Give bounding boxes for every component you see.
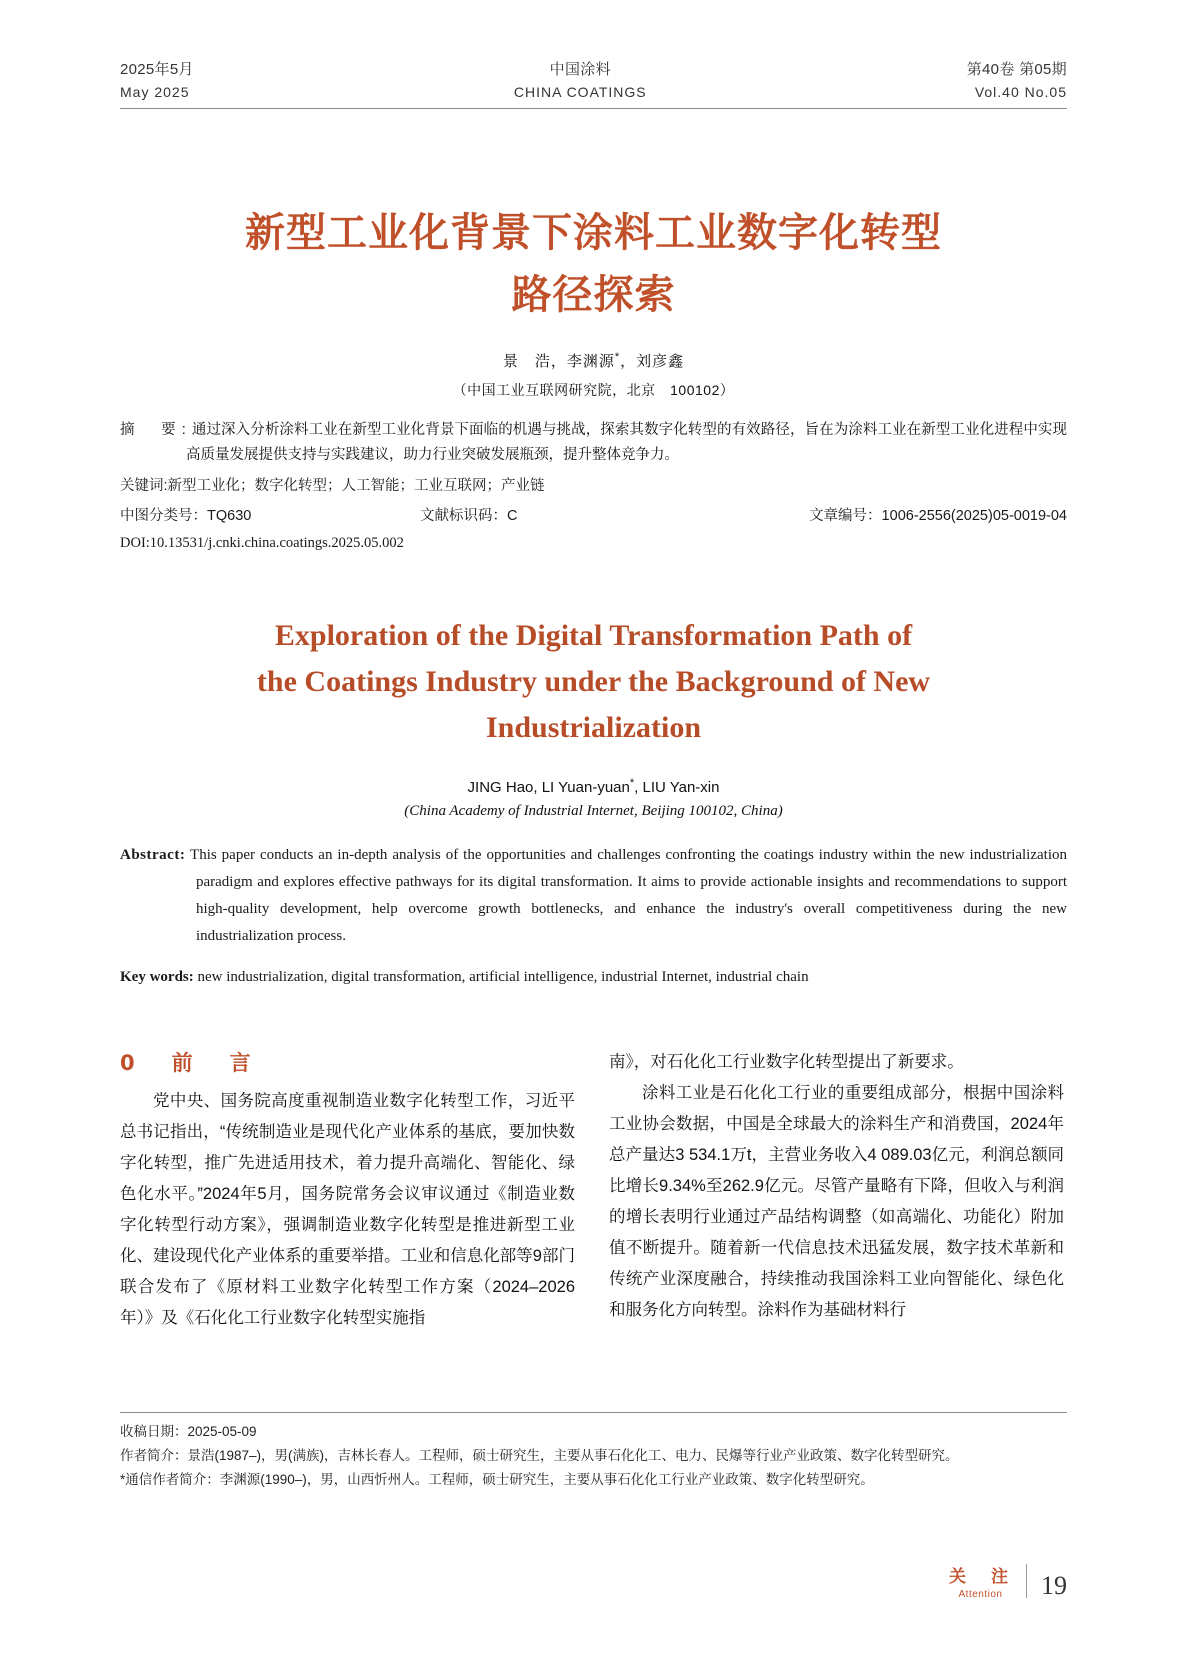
- body-paragraph-right-continued: 南》，对石化化工行业数字化转型提出了新要求。: [609, 1053, 964, 1071]
- keywords-cn-label: 关键词:: [120, 478, 168, 494]
- page-title-en: [120, 613, 1067, 751]
- body-column-right: [609, 1047, 1064, 1334]
- page-title-cn: [120, 202, 1067, 326]
- running-head-date-cn: 2025年5月: [120, 61, 194, 78]
- page-title-en-line2: the Coatings Industry under the Background of New: [256, 665, 931, 698]
- body-columns: [120, 1047, 1067, 1334]
- keywords-en-text: new industrialization, digital transformation, artificial intelligence, industrial Internet, industrial chain: [193, 969, 809, 985]
- abstract-cn-text: 通过深入分析涂料工业在新型工业化背景下面临的机遇与挑战，探索其数字化转型的有效路径，旨在为涂料工业在新型工业化进程中实现高质量发展提供支持与实践建议，助力行业突破发展瓶颈，提升整体竞争力。: [186, 422, 1067, 463]
- page-number: 19: [1041, 1571, 1067, 1600]
- volume-issue-en: Vol.40 No.05: [974, 84, 1067, 100]
- classification-row: [120, 503, 1067, 529]
- footnote-corresponding-author: *通信作者简介：李渊源(1990–)，男，山西忻州人。工程师，硕士研究生，主要从事石化化工行业产业政策、数字化转型研究。: [120, 1472, 874, 1487]
- footer-section-label: [949, 1567, 1012, 1600]
- abstract-en-label: Abstract:: [120, 847, 186, 863]
- running-head-right: [967, 58, 1067, 104]
- keywords-cn: [120, 474, 1067, 499]
- page-footer: [949, 1564, 1067, 1600]
- abstract-cn-paragraph: [120, 418, 1067, 468]
- footer-divider: [1026, 1564, 1027, 1598]
- affiliation-en: (China Academy of Industrial Internet, Beijing 100102, China): [404, 803, 783, 819]
- footnotes: [120, 1420, 1067, 1492]
- running-head-left: [120, 58, 194, 104]
- abstract-cn: [120, 418, 1067, 468]
- keywords-cn-text: 新型工业化；数字化转型；人工智能；工业互联网；产业链: [167, 478, 545, 494]
- corresponding-marker-cn: *: [614, 351, 621, 363]
- authors-en-main: JING Hao, LI Yuan-yuan: [467, 779, 630, 796]
- authors-en: [120, 777, 1067, 796]
- footer-section-label-en: Attention: [958, 1589, 1003, 1600]
- document-code: 文献标识码：C: [420, 508, 518, 524]
- page-title-en-line3: Industrialization: [485, 711, 702, 744]
- volume-issue-cn: 第40卷 第05期: [966, 61, 1067, 78]
- running-head-date-en: May 2025: [120, 84, 190, 100]
- authors-en-rest: , LIU Yan-xin: [634, 779, 720, 796]
- article-id: 文章编号：1006-2556(2025)05-0019-04: [809, 508, 1067, 524]
- footer-section-label-cn: 关 注: [949, 1567, 1012, 1587]
- authors-cn-rest: ，刘彦鑫: [620, 353, 685, 370]
- clc-number: 中图分类号：TQ630: [120, 508, 252, 524]
- body-paragraph-right: 涂料工业是石化化工行业的重要组成部分，根据中国涂料工业协会数据，中国是全球最大的涂料生产和消费国，2024年总产量达3 534.1万t，主营业务收入4 089.03亿元，利润总额同比增长9.34%至262.9亿元。尽管产量略有下降，但收入与利润的增长表明行业通过产品结构调整（如高端化、功能化）附加值不断提升。随着新一代信息技术迅猛发展，数字技术革新和传统产业深度融合，持续推动我国涂料工业向智能化、绿色化和服务化方向转型。涂料作为基础材料行: [609, 1084, 1064, 1319]
- keywords-en-label: Key words:: [120, 969, 194, 985]
- page-title-cn-line2: 路径探索: [511, 272, 676, 318]
- section-heading-introduction: 0 前 言: [120, 1051, 259, 1075]
- page-title-cn-line1: 新型工业化背景下涂料工业数字化转型: [245, 210, 942, 256]
- abstract-en: [120, 842, 1067, 950]
- abstract-cn-label: 摘 要:: [120, 422, 192, 438]
- header-divider: [120, 108, 1067, 109]
- abstract-en-text: This paper conducts an in-depth analysis of the opportunities and challenges confronting the coatings industry within the new industrialization paradigm and explores effective pathways for its digital transformation. It aims to provide actionable insights and recommendations to support high-quality development, help overcome growth bottlenecks, and enhance the industry's overall competitiveness during the new industrialization process.: [185, 847, 1067, 944]
- paper-page: [0, 58, 1187, 1658]
- affiliation-cn: （中国工业互联网研究院，北京 100102）: [452, 382, 735, 398]
- authors-cn: [120, 350, 1067, 371]
- journal-name-cn: 中国涂料: [549, 61, 611, 78]
- doi: DOI:10.13531/j.cnki.china.coatings.2025.05.002: [120, 535, 404, 551]
- body-paragraph-left: 党中央、国务院高度重视制造业数字化转型工作，习近平总书记指出，“传统制造业是现代化产业体系的基底，要加快数字化转型，推广先进适用技术，着力提升高端化、智能化、绿色化水平。”2024年5月，国务院常务会议审议通过《制造业数字化转型行动方案》，强调制造业数字化转型是推进新型工业化、建设现代化产业体系的重要举措。工业和信息化部等9部门联合发布了《原材料工业数字化转型工作方案（2024–2026年）》及《石化化工行业数字化转型实施指: [120, 1092, 575, 1327]
- body-column-left: [120, 1047, 575, 1334]
- authors-cn-main: 景 浩，李渊源: [502, 353, 615, 370]
- corresponding-marker-en: *: [629, 777, 635, 789]
- journal-name-en: CHINA COATINGS: [513, 84, 647, 100]
- running-head-center: [514, 58, 647, 104]
- footnote-author-bio: 作者简介：景浩(1987–)，男(满族)，吉林长春人。工程师，硕士研究生，主要从事石化化工、电力、民爆等行业产业政策、数字化转型研究。: [120, 1448, 959, 1463]
- keywords-en: [120, 964, 1067, 991]
- page-title-en-line1: Exploration of the Digital Transformation Path of: [274, 619, 913, 652]
- footnote-received-date: 收稿日期：2025-05-09: [120, 1424, 257, 1439]
- running-head: [120, 58, 1067, 110]
- footnote-divider: [120, 1412, 1067, 1413]
